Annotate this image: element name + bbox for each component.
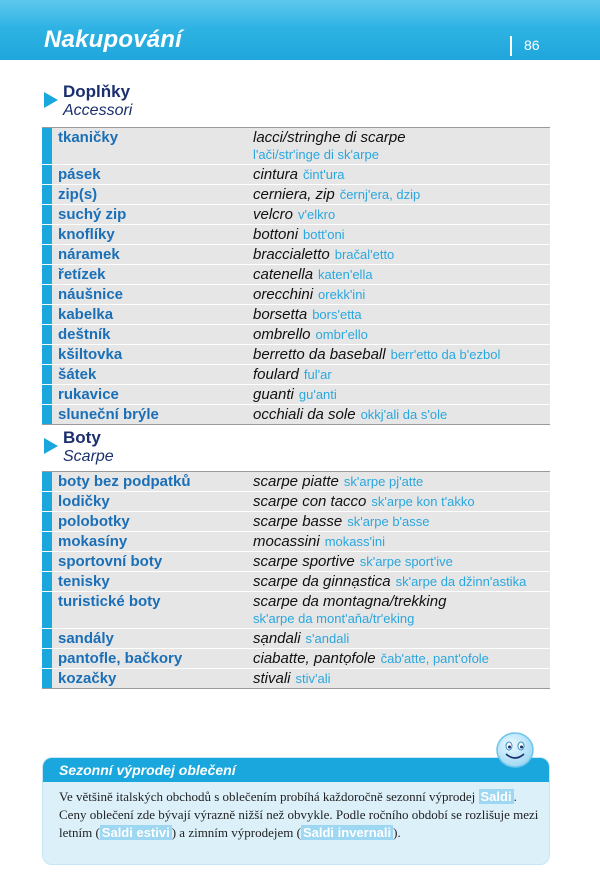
info-box-text	[59, 788, 539, 842]
czech-term: knoflíky	[58, 226, 115, 243]
italian-cell	[253, 225, 550, 244]
vocab-row	[42, 128, 550, 165]
pronunciation: ombr'ello	[315, 327, 368, 342]
row-accent-bar	[42, 225, 52, 244]
italian-term: guanti	[253, 386, 294, 403]
pronunciation: černj'era, dzip	[339, 187, 421, 202]
czech-term: lodičky	[58, 493, 110, 510]
czech-term: náramek	[58, 246, 120, 263]
chapter-title: Nakupování	[44, 26, 183, 53]
pronunciation: orekk'ini	[318, 287, 366, 302]
pronunciation: čab'atte, pant'ofole	[380, 651, 489, 666]
triangle-arrow-icon	[44, 92, 58, 108]
vocab-row	[42, 365, 550, 385]
page-header	[0, 0, 600, 60]
pronunciation: stiv'ali	[295, 671, 331, 686]
row-accent-bar	[42, 512, 52, 531]
czech-term: náušnice	[58, 286, 124, 303]
italian-term: foulard	[253, 366, 299, 383]
italian-term: orecchini	[253, 286, 314, 303]
row-accent-bar	[42, 265, 52, 284]
italian-term: borsetta	[253, 306, 308, 323]
pronunciation: berr'etto da b'ezbol	[390, 347, 501, 362]
italian-term: berretto da baseball	[253, 346, 386, 363]
italian-term: scarpe sportive	[253, 553, 355, 570]
vocab-row	[42, 225, 550, 245]
italian-term: scarpe basse	[253, 513, 343, 530]
row-accent-bar	[42, 205, 52, 224]
italian-term: stivali	[253, 670, 291, 687]
info-text-part: . Ceny oblečení zde bývají výrazně nižší než obvykle. Podle ročního období se rozlišuje mezi letním (	[59, 789, 539, 840]
italian-cell	[253, 552, 550, 571]
vocab-row	[42, 385, 550, 405]
italian-cell	[253, 325, 550, 344]
section-title-cz: Boty	[63, 428, 101, 447]
pronunciation: ful'ar	[303, 367, 332, 382]
czech-term: kabelka	[58, 306, 114, 323]
italian-cell	[253, 512, 550, 531]
italian-term: bottoni	[253, 226, 299, 243]
italian-term: scarpe con tacco	[253, 493, 367, 510]
vocab-row	[42, 265, 550, 285]
vocab-row	[42, 205, 550, 225]
vocab-row	[42, 325, 550, 345]
row-accent-bar	[42, 492, 52, 511]
italian-cell	[253, 492, 550, 511]
italian-cell	[253, 245, 550, 264]
pronunciation: sk'arpe sport'ive	[359, 554, 453, 569]
highlighted-term: Saldi	[480, 789, 512, 804]
italian-term: scarpe da montagna/trekking	[253, 593, 447, 610]
italian-term: lacci/stringhe di scarpe	[253, 129, 406, 146]
row-accent-bar	[42, 592, 52, 628]
info-box	[42, 757, 550, 865]
row-accent-bar	[42, 669, 52, 688]
pronunciation: bors'etta	[312, 307, 362, 322]
italian-term: scarpe da ginnạstica	[253, 573, 391, 590]
italian-cell	[253, 365, 550, 384]
italian-cell	[253, 305, 550, 324]
row-accent-bar	[42, 572, 52, 591]
italian-cell	[253, 185, 550, 204]
pronunciation: mokass'ini	[324, 534, 385, 549]
row-accent-bar	[42, 472, 52, 491]
header-divider	[510, 36, 512, 56]
highlighted-term: Saldi invernali	[302, 825, 392, 840]
row-accent-bar	[42, 128, 52, 164]
czech-term: sandály	[58, 630, 114, 647]
italian-term: ciabatte, pantọfole	[253, 650, 376, 667]
vocabulary-table-accessories	[42, 127, 550, 425]
vocab-row	[42, 572, 550, 592]
italian-cell	[253, 265, 550, 284]
italian-term: velcro	[253, 206, 294, 223]
italian-term: ombrello	[253, 326, 311, 343]
pronunciation: okkj'ali da s'ole	[360, 407, 448, 422]
italian-cell	[253, 165, 550, 184]
vocab-row	[42, 512, 550, 532]
row-accent-bar	[42, 245, 52, 264]
italian-cell	[253, 385, 550, 404]
vocab-row	[42, 492, 550, 512]
italian-cell	[253, 629, 550, 648]
pronunciation: bračal'etto	[334, 247, 395, 262]
italian-term: braccialetto	[253, 246, 330, 263]
info-text-part: ).	[393, 825, 401, 840]
pronunciation: v'elkro	[298, 207, 336, 222]
row-accent-bar	[42, 305, 52, 324]
triangle-arrow-icon	[44, 438, 58, 454]
czech-term: boty bez podpatků	[58, 473, 191, 490]
vocab-row	[42, 245, 550, 265]
vocabulary-table-shoes	[42, 471, 550, 689]
row-accent-bar	[42, 532, 52, 551]
row-accent-bar	[42, 185, 52, 204]
czech-term: šátek	[58, 366, 97, 383]
czech-term: turistické boty	[58, 593, 161, 610]
pronunciation: sk'arpe b'asse	[347, 514, 430, 529]
pronunciation: sk'arpe da mont'aňa/tr'eking	[253, 611, 415, 626]
italian-cell	[253, 205, 550, 224]
czech-term: suchý zip	[58, 206, 127, 223]
info-box-title: Sezonní výprodej oblečení	[59, 762, 236, 778]
czech-term: sluneční brýle	[58, 406, 159, 423]
pronunciation: sk'arpe kon t'akko	[371, 494, 475, 509]
page-number: 86	[524, 37, 540, 53]
czech-term: zip(s)	[58, 186, 98, 203]
vocab-row	[42, 532, 550, 552]
row-accent-bar	[42, 629, 52, 648]
czech-term: tkaničky	[58, 129, 119, 146]
italian-term: sạndali	[253, 630, 301, 647]
vocab-row	[42, 405, 550, 424]
row-accent-bar	[42, 552, 52, 571]
italian-cell	[253, 345, 550, 364]
italian-term: mocassini	[253, 533, 320, 550]
czech-term: pantofle, bačkory	[58, 650, 183, 667]
czech-term: rukavice	[58, 386, 119, 403]
vocab-row	[42, 629, 550, 649]
section-title-it: Accessori	[63, 102, 133, 119]
highlighted-term: Saldi estivi	[101, 825, 170, 840]
section-title-it: Scarpe	[63, 448, 114, 465]
vocab-row	[42, 669, 550, 688]
row-accent-bar	[42, 165, 52, 184]
vocab-row	[42, 472, 550, 492]
row-accent-bar	[42, 405, 52, 424]
vocab-row	[42, 305, 550, 325]
pronunciation: čint'ura	[303, 167, 345, 182]
row-accent-bar	[42, 345, 52, 364]
pronunciation: sk'arpe da džinn'astika	[395, 574, 527, 589]
vocab-row	[42, 165, 550, 185]
czech-term: řetízek	[58, 266, 106, 283]
info-text-part: Ve většině italských obchodů s oblečením probíhá každoročně sezonní výprodej	[59, 789, 479, 804]
italian-term: cintura	[253, 166, 299, 183]
italian-term: occhiali da sole	[253, 406, 356, 423]
pronunciation: sk'arpe pj'atte	[343, 474, 424, 489]
italian-term: catenella	[253, 266, 314, 283]
pronunciation: s'andali	[305, 631, 350, 646]
czech-term: polobotky	[58, 513, 130, 530]
pronunciation: gu'anti	[298, 387, 337, 402]
czech-term: tenisky	[58, 573, 110, 590]
vocab-row	[42, 285, 550, 305]
czech-term: kšiltovka	[58, 346, 123, 363]
pronunciation: bott'oni	[303, 227, 345, 242]
row-accent-bar	[42, 385, 52, 404]
czech-term: deštník	[58, 326, 111, 343]
vocab-row	[42, 592, 550, 629]
info-text-part: ) a zimním výprodejem (	[171, 825, 301, 840]
row-accent-bar	[42, 649, 52, 668]
row-accent-bar	[42, 365, 52, 384]
vocab-row	[42, 649, 550, 669]
czech-term: mokasíny	[58, 533, 128, 550]
italian-cell	[253, 128, 550, 164]
italian-term: cerniera, zip	[253, 186, 335, 203]
italian-cell	[253, 669, 550, 688]
info-box-header	[43, 758, 549, 782]
vocab-row	[42, 552, 550, 572]
row-accent-bar	[42, 285, 52, 304]
czech-term: pásek	[58, 166, 101, 183]
vocab-row	[42, 185, 550, 205]
italian-cell	[253, 285, 550, 304]
italian-cell	[253, 592, 550, 628]
italian-cell	[253, 649, 550, 668]
italian-term: scarpe piatte	[253, 473, 339, 490]
pronunciation: l'ači/str'inge di sk'arpe	[253, 147, 379, 162]
row-accent-bar	[42, 325, 52, 344]
vocab-row	[42, 345, 550, 365]
italian-cell	[253, 405, 550, 424]
italian-cell	[253, 572, 550, 591]
pronunciation: katen'ella	[318, 267, 373, 282]
italian-cell	[253, 472, 550, 491]
czech-term: sportovní boty	[58, 553, 163, 570]
section-title-cz: Doplňky	[63, 82, 131, 101]
smiley-face-icon	[495, 731, 535, 769]
italian-cell	[253, 532, 550, 551]
czech-term: kozačky	[58, 670, 117, 687]
